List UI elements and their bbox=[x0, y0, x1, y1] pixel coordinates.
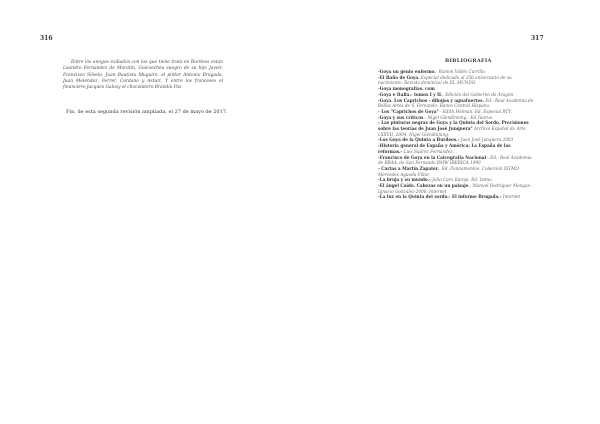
bib-desc: - Manuel Rodriguez Mangas- Ignacio González-2006, Internet bbox=[378, 183, 532, 194]
bib-title: -El Baño de Goya. bbox=[378, 74, 420, 80]
bib-title: -Goya e Italia.- tomos I y II. bbox=[378, 91, 443, 97]
page-number-right: 317 bbox=[531, 35, 544, 42]
bib-title: - Las pinturas negras de Goya y la Quinta del Sordo. Precisiones sobre las teorías de Juan José Junquera" bbox=[378, 120, 529, 132]
bib-desc: Archivo Español de Arte, LXXVII, 2004, Nigel Glendinning. bbox=[378, 126, 527, 137]
bib-title: - Los "Caprichos de Goya" bbox=[378, 108, 439, 114]
bib-title: -Goya. Los Caprichos - dibujos y aguafuertes. bbox=[378, 97, 484, 103]
bib-desc: Julio Caro Baroja- Ed. Istmo. bbox=[430, 177, 493, 183]
bib-desc: - Ed.- Real Academia de BRAA. de San Fernando BMW IBERICA 1990 bbox=[378, 154, 532, 166]
bib-desc: - Ramón Vallés Carrillo. bbox=[435, 69, 487, 74]
bib-title: -El ángel Caído. Cabezas en un paisaje. bbox=[378, 183, 470, 189]
bib-desc: Internet bbox=[501, 194, 521, 200]
page-number-left: 316 bbox=[40, 35, 53, 42]
bib-desc: .- Nigel Glendinning.- Ed.Taurus. bbox=[423, 114, 494, 120]
bib-desc: - Edición del Gobierno de Aragón bbox=[442, 91, 514, 97]
bib-desc: - Ed. Fundamentos. Colección ISTMO- Mercedes Agueda Villar. bbox=[378, 165, 521, 177]
bib-desc: - Edith Helman. Ed. Especial RTV. bbox=[438, 108, 512, 114]
bib-title: -Los Goya de la Quinta a Burdeos.- bbox=[378, 137, 460, 143]
bib-entry bbox=[378, 183, 536, 194]
bib-title: -Francisco de Goya en la Calcografía Nacional bbox=[378, 154, 487, 160]
bib-desc: Juan José Junquera 2003 bbox=[459, 137, 514, 143]
bib-title: -Goya y sus críticos bbox=[378, 114, 424, 120]
bib-desc: Luis Suárez Fernández. bbox=[402, 148, 454, 154]
bibliography-heading: BIBLIOGRAFIA bbox=[445, 58, 492, 64]
bibliography-list bbox=[378, 69, 536, 200]
right-page bbox=[300, 0, 600, 424]
bib-title: -Goya monografías. com bbox=[378, 86, 435, 92]
bib-title: -Goya un genio enfermo. bbox=[378, 69, 436, 74]
bib-title: - Cartas a Martín Zapater. bbox=[378, 165, 439, 171]
bib-entry bbox=[378, 143, 536, 154]
bib-entry bbox=[378, 155, 536, 166]
closing-line: Fin, de esta segunda revisión ampliada, el 27 de mayo de 2017. bbox=[66, 109, 228, 115]
bib-title: -Historia general de España y América: La España de las reformas.- bbox=[378, 143, 511, 154]
bib-title: -La bruja y su mundo.- bbox=[378, 177, 431, 183]
bib-entry bbox=[378, 75, 536, 86]
bib-entry bbox=[378, 120, 536, 137]
bib-desc: Especial dedicado al 250 aniversario de su nacimiento. Revista dominical de EL MUNDO. bbox=[378, 74, 512, 86]
bib-entry bbox=[378, 166, 536, 177]
bib-entry bbox=[378, 98, 536, 109]
body-paragraph bbox=[63, 60, 223, 91]
bib-desc: Ed.- Real Academia de Bellas Artes de S. Fernando- Banco Central Hispano. bbox=[378, 97, 534, 109]
bib-title: -La luz en la Quinta del sordo.- El informe Brugada.- bbox=[378, 194, 502, 200]
paragraph-text: Entre los amigos exiliados con los que tiene trato en Burdeos están Leandro Fernández de Moratín, Goicoechea suegro de su hijo Javier, Francisco Silvela, Juan Bautista Muguiro, el pintor Antonio Brugada, Juan Meléndez, Ferrer, Cardano y Asturi. Y entre los franceses el financiero Jacques Galosy el chocolatero Brandio Pas. bbox=[63, 60, 223, 90]
bib-entry bbox=[378, 194, 536, 200]
